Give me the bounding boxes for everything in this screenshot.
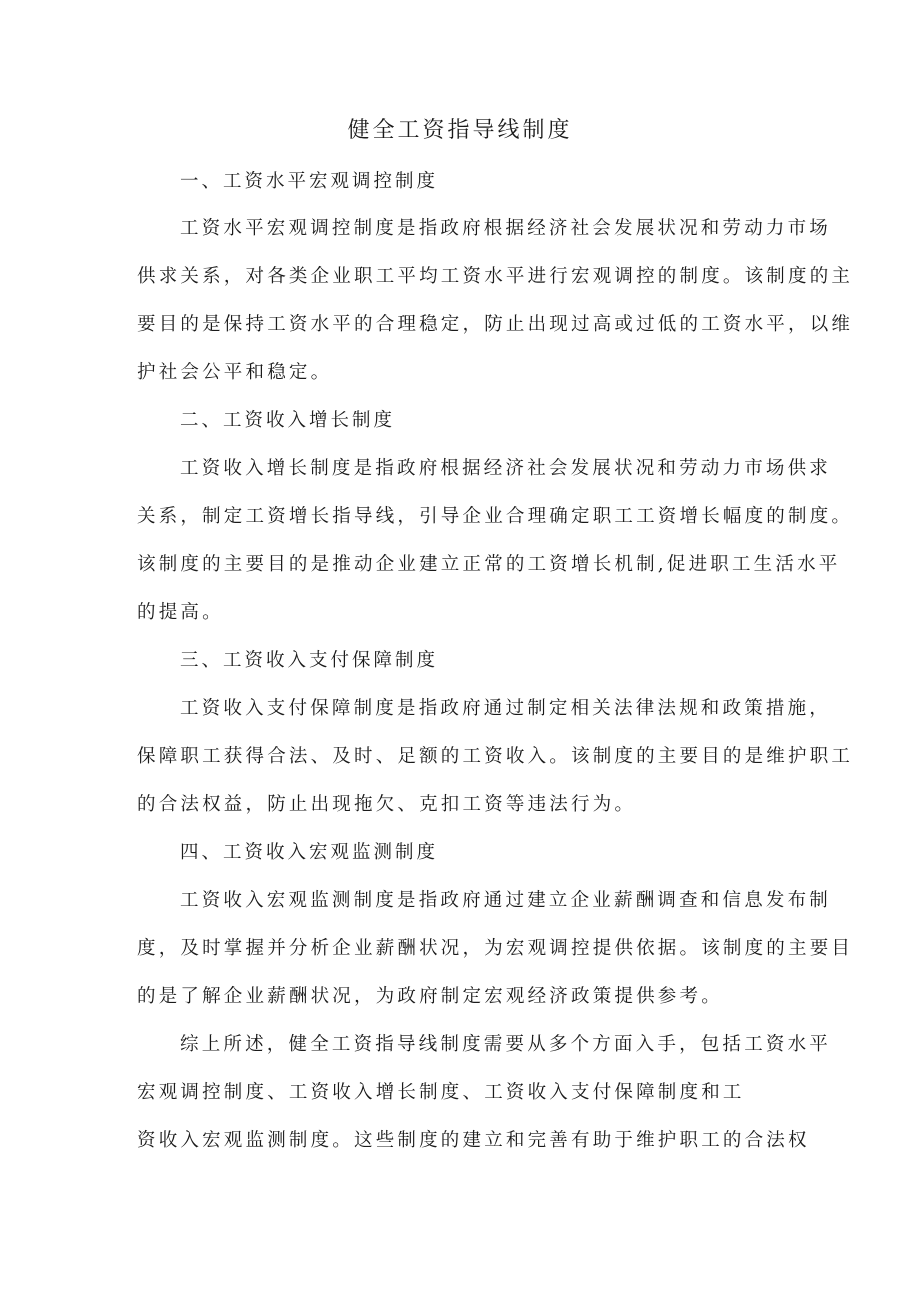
paragraph-line: 工资收入增长制度是指政府根据经济社会发展状况和劳动力市场供求: [180, 458, 832, 479]
section-heading-3: 三、工资收入支付保障制度: [180, 650, 439, 671]
paragraph-line: 度，及时掌握并分析企业薪酬状况，为宏观调控提供依据。该制度的主要目: [137, 938, 854, 959]
paragraph-line: 工资收入支付保障制度是指政府通过制定相关法律法规和政策措施，: [180, 698, 832, 719]
paragraph-line: 的合法权益，防止出现拖欠、克扣工资等违法行为。: [137, 794, 637, 815]
section-heading-2: 二、工资收入增长制度: [180, 410, 396, 431]
section-heading-4: 四、工资收入宏观监测制度: [180, 842, 439, 863]
paragraph-line: 供求关系，对各类企业职工平均工资水平进行宏观调控的制度。该制度的主: [137, 266, 854, 287]
paragraph-line: 的是了解企业薪酬状况，为政府制定宏观经济政策提供参考。: [137, 986, 723, 1007]
paragraph-line: 的提高。: [137, 602, 224, 623]
paragraph-line: 宏观调控制度、工资收入增长制度、工资收入支付保障制度和工: [137, 1082, 745, 1103]
paragraph-line: 关系，制定工资增长指导线，引导企业合理确定职工工资增长幅度的制度。: [137, 506, 854, 527]
paragraph-line: 护社会公平和稳定。: [137, 362, 333, 383]
document-title: 健全工资指导线制度: [347, 118, 573, 143]
section-heading-1: 一、工资水平宏观调控制度: [180, 171, 439, 192]
paragraph-line: 要目的是保持工资水平的合理稳定，防止出现过高或过低的工资水平，以维: [137, 314, 854, 335]
paragraph-line: 综上所述，健全工资指导线制度需要从多个方面入手，包括工资水平: [180, 1034, 832, 1055]
paragraph-line: 工资水平宏观调控制度是指政府根据经济社会发展状况和劳动力市场: [180, 218, 832, 239]
paragraph-line: 工资收入宏观监测制度是指政府通过建立企业薪酬调查和信息发布制: [180, 890, 832, 911]
paragraph-line: 保障职工获得合法、及时、足额的工资收入。该制度的主要目的是维护职工: [137, 746, 854, 767]
paragraph-line: 该制度的主要目的是推动企业建立正常的工资增长机制,促进职工生活水平: [137, 554, 841, 575]
paragraph-line: 资收入宏观监测制度。这些制度的建立和完善有助于维护职工的合法权: [137, 1130, 810, 1151]
